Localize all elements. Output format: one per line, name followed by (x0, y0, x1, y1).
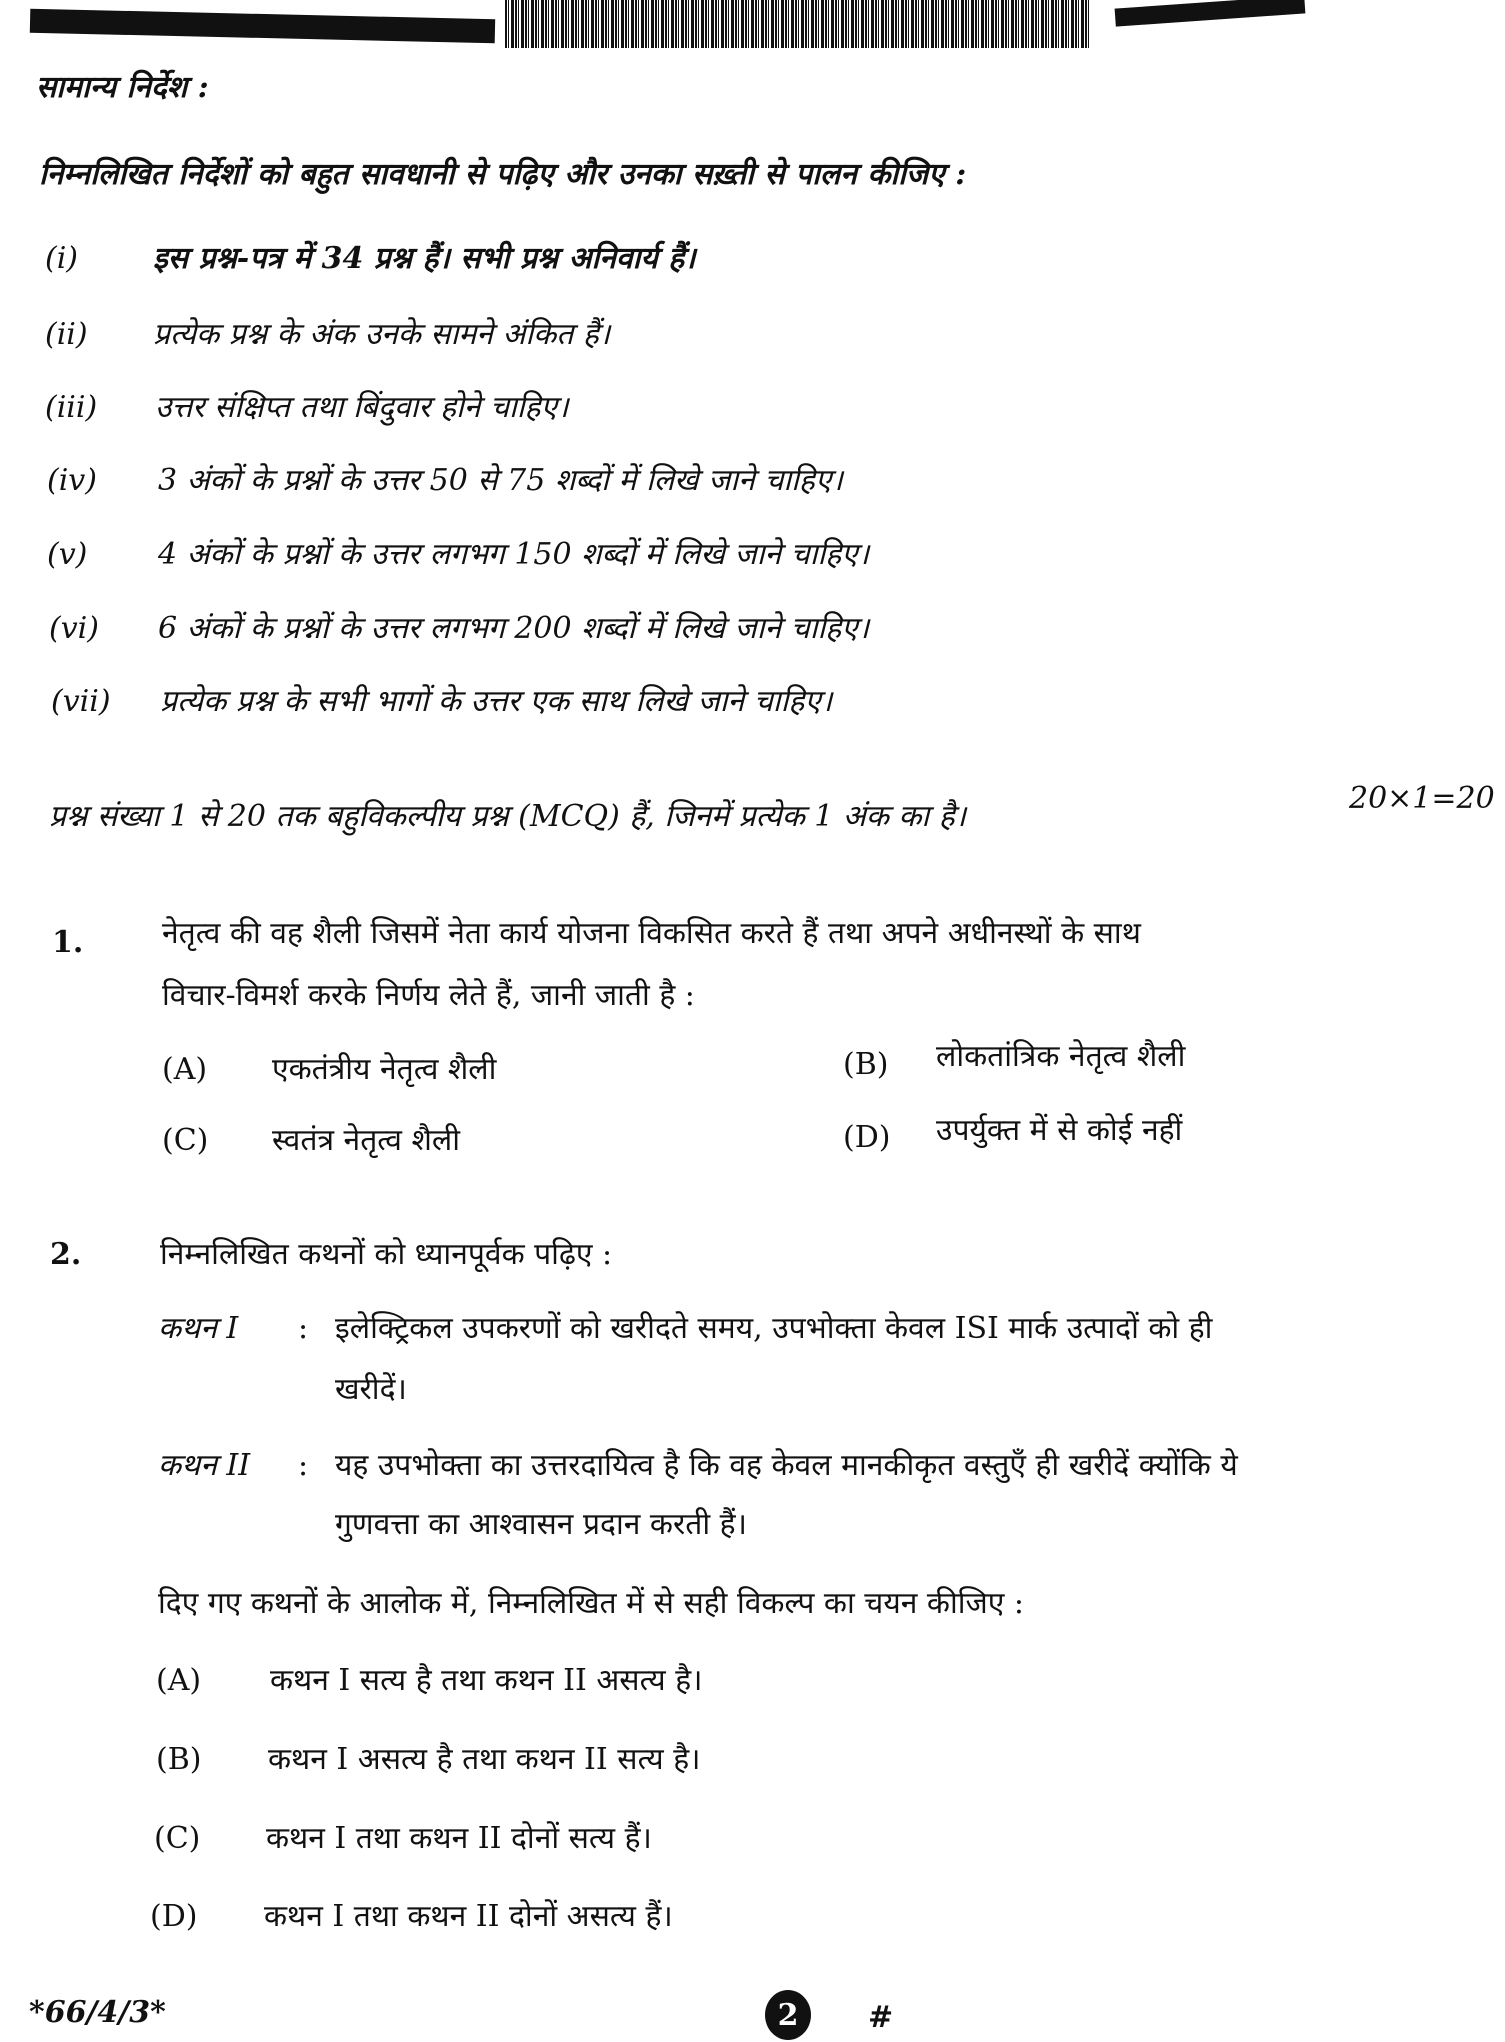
instruction-text: प्रत्येक प्रश्न के अंक उनके सामने अंकित हैं। (153, 317, 611, 352)
question-text: विचार-विमर्श करके निर्णय लेते हैं, जानी जाती है : (162, 978, 695, 1013)
statement-2-text: गुणवत्ता का आश्वासन प्रदान करती हैं। (335, 1507, 747, 1542)
option-text[interactable]: लोकतांत्रिक नेतृत्व शैली (936, 1039, 1186, 1074)
instruction-label: (ii) (45, 317, 88, 352)
instructions-intro: निम्नलिखित निर्देशों को बहुत सावधानी से पढ़िए और उनका सख़्ती से पालन कीजिए : (39, 157, 967, 192)
option-label: (D) (150, 1899, 198, 1934)
instruction-label: (v) (47, 537, 88, 572)
section-instruction: प्रश्न संख्या 1 से 20 तक बहुविकल्पीय प्रश्न (MCQ) हैं, जिनमें प्रत्येक 1 अंक का है। (49, 799, 967, 834)
paper-code: *66/4/3* (29, 1995, 166, 2030)
top-black-bar-right (1115, 0, 1306, 27)
question-number: 2. (50, 1237, 82, 1272)
statement-2-text: यह उपभोक्ता का उत्तरदायित्व है कि वह केवल मानकीकृत वस्तुएँ ही खरीदें क्योंकि ये (335, 1448, 1238, 1483)
option-text[interactable]: स्वतंत्र नेतृत्व शैली (272, 1123, 460, 1158)
option-label: (A) (156, 1663, 202, 1698)
hash-mark: # (868, 2000, 894, 2035)
instruction-text: 6 अंकों के प्रश्नों के उत्तर लगभग 200 शब्दों में लिखे जाने चाहिए। (158, 611, 870, 646)
instruction-text: 3 अंकों के प्रश्नों के उत्तर 50 से 75 शब्दों में लिखे जाने चाहिए। (158, 463, 843, 498)
question-text: निम्नलिखित कथनों को ध्यानपूर्वक पढ़िए : (160, 1237, 613, 1272)
instruction-text: उत्तर संक्षिप्त तथा बिंदुवार होने चाहिए। (155, 390, 569, 425)
statement-1-text: इलेक्ट्रिकल उपकरणों को खरीदते समय, उपभोक्ता केवल ISI मार्क उत्पादों को ही (335, 1311, 1213, 1346)
option-label: (C) (154, 1821, 201, 1856)
option-text[interactable]: कथन I असत्य है तथा कथन II सत्य है। (268, 1742, 701, 1777)
instruction-label: (i) (45, 241, 79, 276)
option-text[interactable]: एकतंत्रीय नेतृत्व शैली (272, 1052, 497, 1087)
option-text[interactable]: कथन I सत्य है तथा कथन II असत्य है। (270, 1663, 703, 1698)
barcode (505, 0, 1090, 48)
instruction-label: (iv) (47, 463, 97, 498)
statement-1-text: खरीदें। (335, 1372, 407, 1407)
page-number: 2 (765, 1990, 811, 2040)
option-label: (B) (156, 1742, 202, 1777)
statement-1-label: कथन I (158, 1311, 239, 1346)
colon: : (298, 1311, 309, 1346)
section-marks: 20×1=20 (1349, 781, 1495, 816)
option-text[interactable]: कथन I तथा कथन II दोनों सत्य हैं। (266, 1821, 652, 1856)
option-text[interactable]: कथन I तथा कथन II दोनों असत्य हैं। (264, 1899, 673, 1934)
question-number: 1. (52, 925, 84, 960)
question-text: नेतृत्व की वह शैली जिसमें नेता कार्य योजना विकसित करते हैं तथा अपने अधीनस्थों के साथ (162, 916, 1141, 951)
instruction-label: (vi) (49, 611, 99, 646)
top-black-bar-left (30, 9, 495, 44)
colon: : (298, 1448, 309, 1483)
question-prompt: दिए गए कथनों के आलोक में, निम्नलिखित में से सही विकल्प का चयन कीजिए : (158, 1586, 1024, 1621)
option-label: (D) (843, 1120, 891, 1155)
instruction-text: प्रत्येक प्रश्न के सभी भागों के उत्तर एक साथ लिखे जाने चाहिए। (160, 684, 833, 719)
option-text[interactable]: उपर्युक्त में से कोई नहीं (936, 1113, 1183, 1148)
general-instructions-heading: सामान्य निर्देश : (36, 70, 209, 105)
option-label: (C) (162, 1123, 209, 1158)
instruction-label: (vii) (51, 684, 111, 719)
option-label: (A) (162, 1052, 208, 1087)
instruction-text: 4 अंकों के प्रश्नों के उत्तर लगभग 150 शब्दों में लिखे जाने चाहिए। (158, 537, 870, 572)
statement-2-label: कथन II (158, 1448, 251, 1483)
instruction-text: इस प्रश्न-पत्र में 34 प्रश्न हैं। सभी प्रश्न अनिवार्य हैं। (153, 241, 696, 276)
option-label: (B) (843, 1047, 889, 1082)
instruction-label: (iii) (45, 390, 98, 425)
